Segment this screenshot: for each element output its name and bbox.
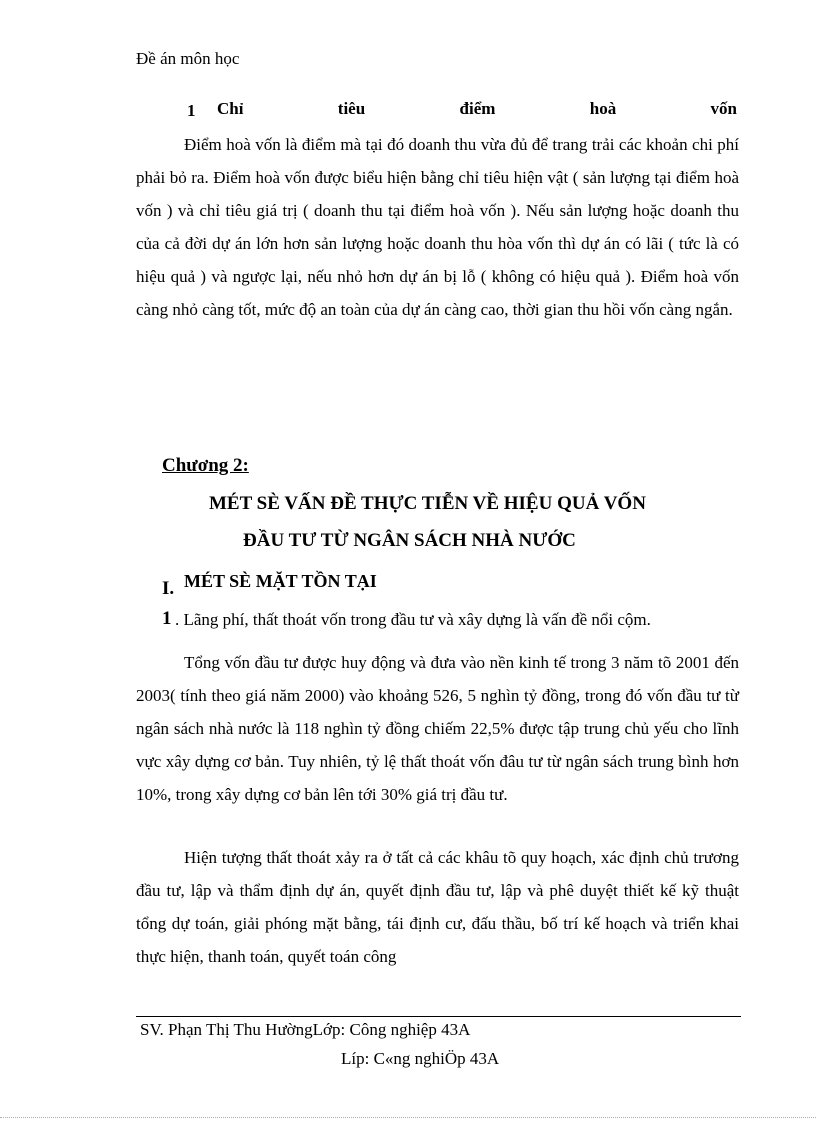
section-1-title-word: hoà bbox=[589, 99, 617, 118]
section-1-title-word: vốn bbox=[710, 99, 737, 118]
break-even-paragraph: Điểm hoà vốn là điểm mà tại đó doanh thu vừa đủ để trang trải các khoản chi phí phải bỏ ra. Điểm hoà vốn được biểu hiện bằng chỉ tiêu hiện vật ( sản lượng tại điểm hoà vốn ) và chỉ tiêu giá trị ( doanh thu tại điểm hoà vốn ). Nếu sản lượng hoặc doanh thu của cả đời dự án lớn hơn sản lượng hoặc doanh thu hòa vốn thì dự án có lãi ( tức là có hiệu quả ) và ngược lại, nếu nhỏ hơn dự án bị lỗ ( không có hiệu quả ). Điểm hoà vốn càng nhỏ càng tốt, mức độ an toàn của dự án càng cao, thời gian thu hồi vốn càng ngắn. bbox=[136, 135, 739, 319]
investment-paragraph: Tổng vốn đầu tư được huy động và đưa vào nền kinh tế trong 3 năm tõ 2001 đến 2003( tính theo giá năm 2000) vào khoảng 526, 5 nghìn tỷ đồng, trong đó vốn đầu tư từ ngân sách nhà nước là 118 nghìn tỷ đồng chiếm 22,5% được tập trung chủ yếu cho lĩnh vực xây dựng cơ bản. Tuy nhiên, tỷ lệ thất thoát vốn đâu tư từ ngân sách trung bình hơn 10%, trong xây dựng cơ bản lên tới 30% giá trị đầu tư. bbox=[136, 653, 739, 804]
footer-student-line: SV. Phạn Thị Thu HườngLớp: Công nghiệp 43A bbox=[140, 1020, 471, 1039]
section-1-title-word: tiêu bbox=[337, 99, 366, 118]
chapter-label: Chương 2: bbox=[162, 455, 249, 476]
footer-class-line: Líp: C«ng nghiÖp 43A bbox=[341, 1049, 500, 1068]
item-1-number: 1 bbox=[162, 608, 172, 629]
footer-divider bbox=[136, 1016, 741, 1017]
section-1-title bbox=[217, 99, 737, 119]
page-bottom-border bbox=[0, 1117, 816, 1118]
section-1-title-word: điểm bbox=[459, 99, 496, 118]
chapter-title-line-2: ĐẦU TƯ TỪ NGÂN SÁCH NHÀ NƯỚC bbox=[243, 530, 576, 551]
section-1-title-word: Chỉ bbox=[217, 99, 244, 118]
section-1-number: 1 bbox=[187, 101, 196, 120]
page-header: Đề án môn học bbox=[136, 49, 240, 68]
chapter-title-line-1: MÉT SÈ VẤN ĐỀ THỰC TIỄN VỀ HIỆU QUẢ VỐN bbox=[209, 493, 646, 514]
section-I-number: I. bbox=[162, 578, 175, 599]
item-1-title: . Lãng phí, thất thoát vốn trong đầu tư và xây dựng là vấn đề nổi cộm. bbox=[175, 610, 651, 629]
section-I-title: MÉT SÈ MẶT TỒN TẠI bbox=[184, 571, 377, 591]
loss-paragraph: Hiện tượng thất thoát xảy ra ở tất cả các khâu tõ quy hoạch, xác định chủ trương đầu tư, lập và thẩm định dự án, quyết định đầu tư, lập và phê duyệt thiết kế kỹ thuật tổng dự toán, giải phóng mặt bằng, tái định cư, đấu thầu, bố trí kế hoạch và triển khai thực hiện, thanh toán, quyết toán công bbox=[136, 848, 739, 966]
